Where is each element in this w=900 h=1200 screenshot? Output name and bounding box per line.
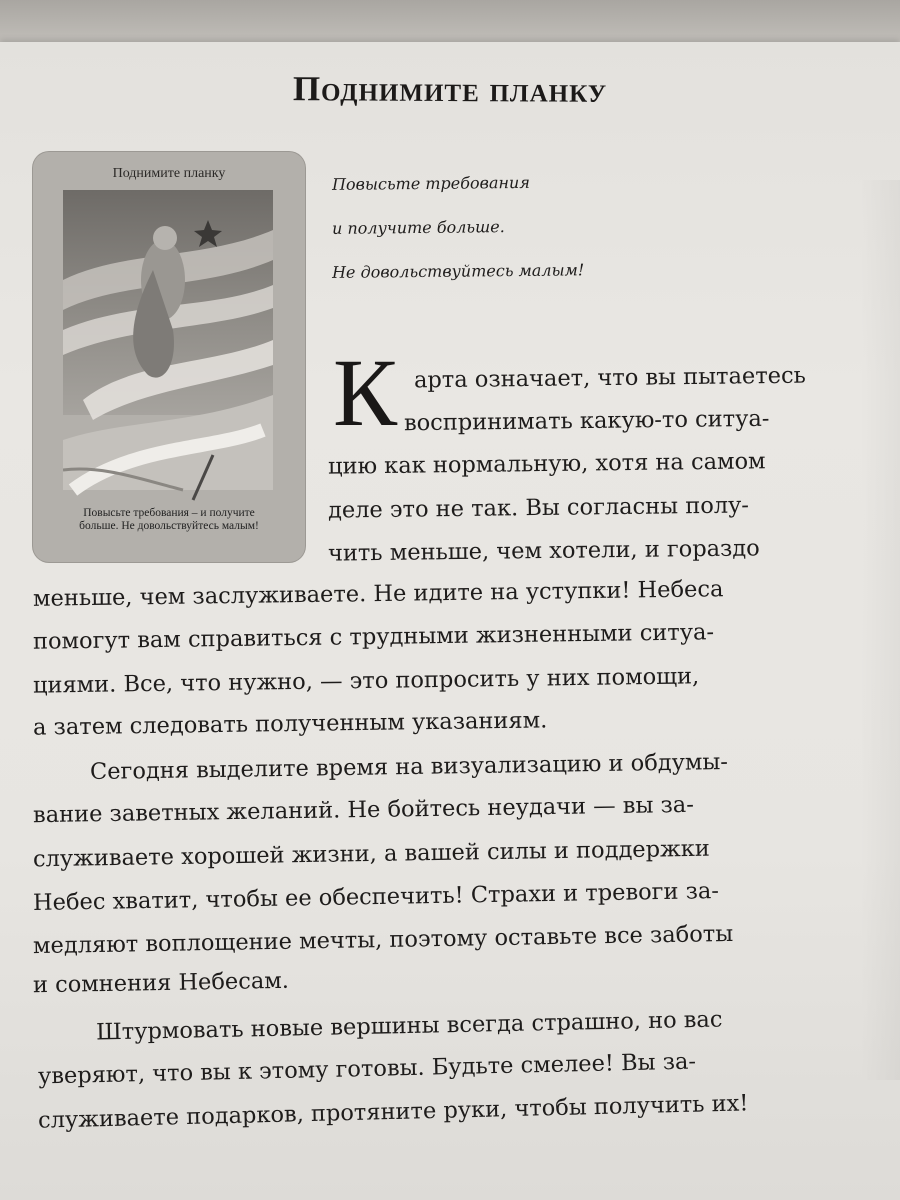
- drop-cap: К: [333, 339, 398, 446]
- paragraph-line: арта означает, что вы пытаетесь: [413, 362, 807, 394]
- paragraph-line: и сомнения Небесам.: [32, 967, 290, 999]
- paragraph-line: служиваете подарков, протяните руки, чтобы получить их!: [37, 1090, 749, 1134]
- paragraph-line: служиваете хорошей жизни, а вашей силы и поддержки: [32, 835, 710, 873]
- paragraph-line: циями. Все, что нужно, — это попросить у них помощи,: [32, 663, 700, 699]
- paragraph-line: Небес хватит, чтобы ее обеспечить! Страхи и тревоги за-: [32, 878, 720, 916]
- card-caption-line: Повысьте требования – и получите: [83, 507, 255, 519]
- subtitle-line: Не довольствуйтесь малым!: [331, 260, 585, 282]
- paragraph-line: цию как нормальную, хотя на самом: [327, 448, 766, 480]
- paragraph-line: меньше, чем заслуживаете. Не идите на уступки! Небеса: [32, 576, 724, 612]
- paragraph-line: медляют воплощение мечты, поэтому оставьте все заботы: [32, 920, 734, 960]
- paragraph-line: чить меньше, чем хотели, и гораздо: [327, 535, 760, 567]
- paragraph-line: вание заветных желаний. Не бойтесь неудачи — вы за-: [32, 791, 695, 829]
- subtitle-line: и получите больше.: [331, 217, 505, 238]
- card-caption-line: больше. Не довольствуйтесь малым!: [79, 520, 259, 532]
- paragraph-line: воспринимать какую-то ситуа-: [403, 405, 770, 437]
- paragraph-line: Сегодня выделите время на визуализацию и обдумы-: [89, 748, 729, 786]
- paragraph-line: уверяют, что вы к этому готовы. Будьте смелее! Вы за-: [37, 1048, 697, 1090]
- paragraph-line: а затем следовать полученным указаниям.: [32, 707, 548, 741]
- paragraph-line: Штурмовать новые вершины всегда страшно, но вас: [95, 1006, 723, 1046]
- paragraph-line: деле это не так. Вы согласны полу-: [327, 492, 750, 524]
- card-title: Поднимите планку: [112, 166, 226, 181]
- page-title: Поднимите планку: [292, 69, 608, 110]
- subtitle-line: Повысьте требования: [331, 172, 531, 194]
- paragraph-line: помогут вам справиться с трудными жизненными ситуа-: [32, 619, 715, 655]
